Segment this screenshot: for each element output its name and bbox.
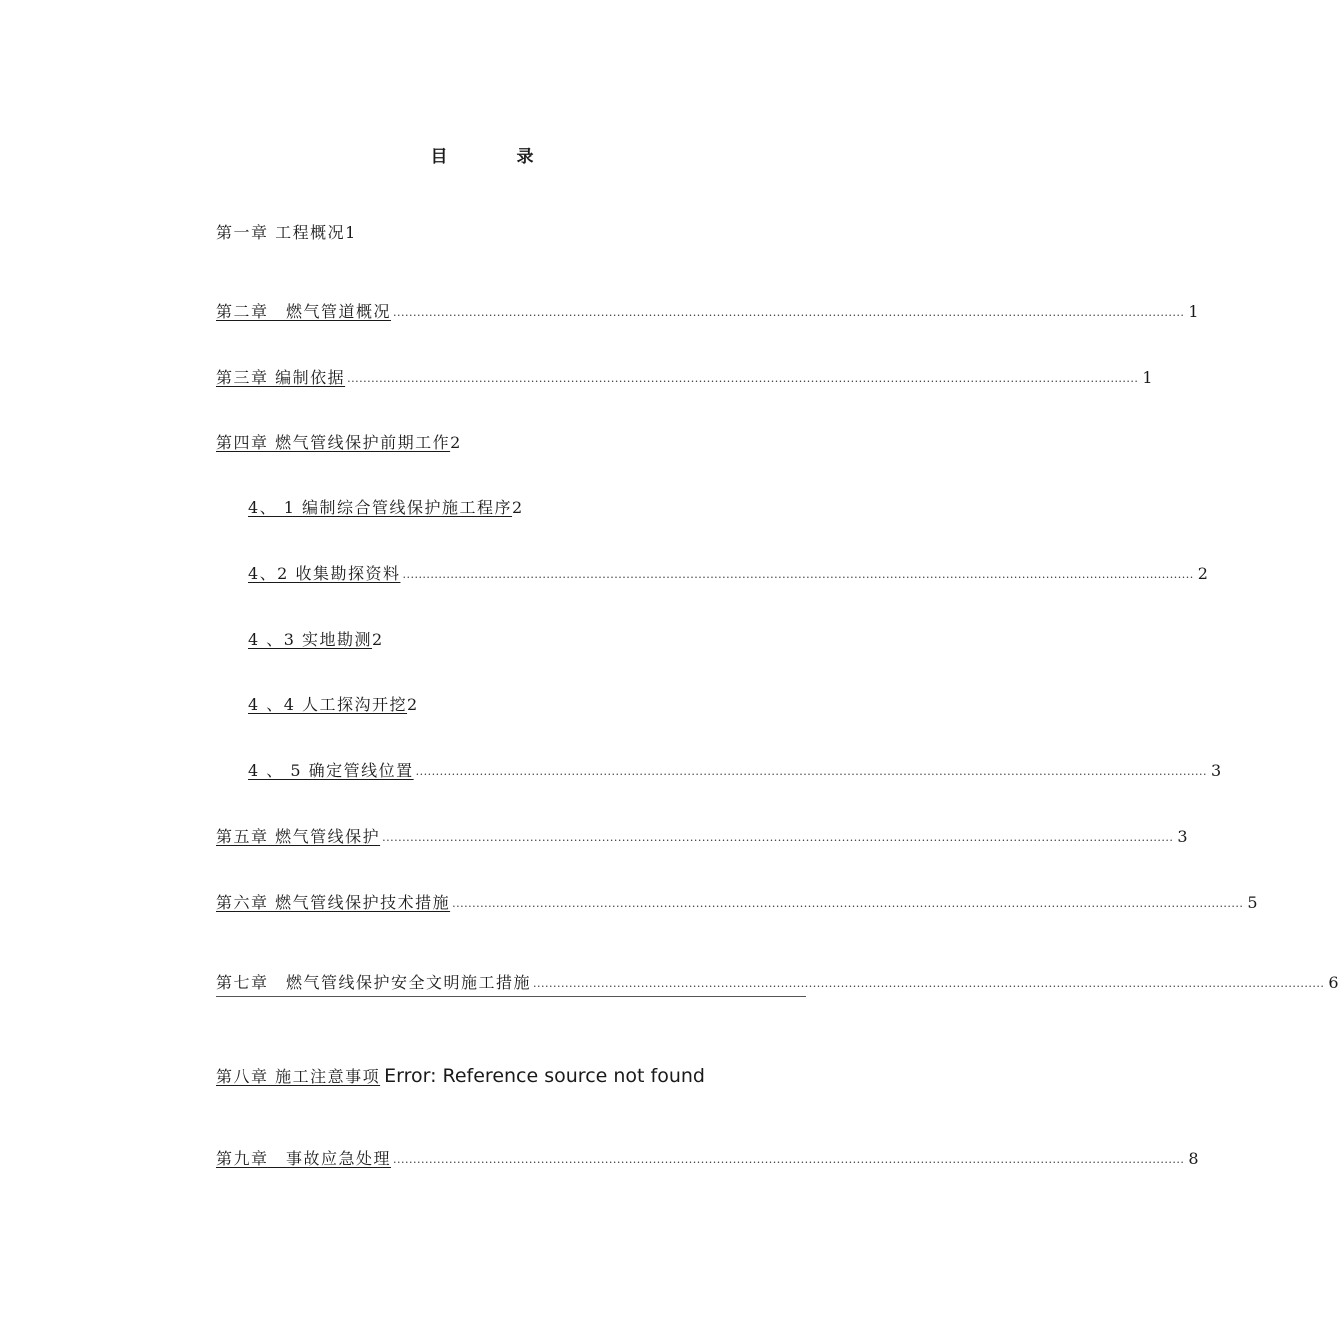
- toc-entry-chapter-9[interactable]: [216, 1148, 1199, 1172]
- toc-entry-chapter-5[interactable]: [216, 826, 1188, 850]
- toc-entry-section-4-5[interactable]: [248, 760, 1222, 784]
- toc-entry-text: 4、 1 编制综合管线保护施工程序: [248, 498, 513, 517]
- toc-entry-section-4-4[interactable]: [248, 694, 417, 716]
- toc-page-number: 5: [1247, 893, 1258, 912]
- toc-leader-dots: ......................................................................................................................................................................................................: [393, 1153, 1185, 1166]
- toc-entry-section-4-1[interactable]: [248, 497, 522, 519]
- toc-leader-dots: ......................................................................................................................................................................................................: [393, 306, 1185, 319]
- toc-leader-dots: ......................................................................................................................................................................................................: [452, 897, 1244, 910]
- toc-page-number: 3: [1210, 761, 1222, 780]
- toc-page-number: 2: [407, 695, 418, 714]
- toc-page-number: 8: [1188, 1149, 1199, 1168]
- toc-page-number: 3: [1177, 827, 1188, 846]
- toc-entry-chapter-4[interactable]: [216, 432, 460, 454]
- toc-entry-chapter-1[interactable]: [216, 222, 355, 244]
- toc-leader-dots: ......................................................................................................................................................................................................: [382, 831, 1174, 844]
- toc-entry-text: 第九章 事故应急处理: [216, 1149, 392, 1168]
- toc-page-number: 2: [372, 630, 383, 649]
- toc-leader-dots: ......................................................................................................................................................................................................: [402, 568, 1194, 581]
- toc-entry-text: 第一章 工程概况: [216, 223, 346, 242]
- toc-leader-dots: ......................................................................................................................................................................................................: [533, 977, 1325, 990]
- toc-entry-section-4-3[interactable]: [248, 629, 382, 651]
- toc-page-number: 1: [1142, 368, 1153, 387]
- toc-page-number: 2: [450, 433, 461, 452]
- toc-entry-text: 第六章 燃气管线保护技术措施: [216, 893, 451, 912]
- toc-page-number: 2: [1197, 564, 1208, 583]
- toc-page-number: 6: [1328, 973, 1339, 992]
- toc-page-number: 1: [345, 223, 356, 242]
- toc-title: 目 录: [430, 147, 560, 167]
- toc-entry-section-4-2[interactable]: [248, 563, 1208, 587]
- toc-entry-chapter-7[interactable]: [216, 972, 1339, 997]
- toc-entry-text: 4 、 5 确定管线位置: [248, 761, 414, 780]
- toc-leader-dots: ......................................................................................................................................................................................................: [347, 372, 1139, 385]
- toc-entry-text: 4 、4 人工探沟开挖: [248, 695, 408, 714]
- toc-entry-text: 4 、3 实地勘测: [248, 630, 373, 649]
- toc-leader-dots: ......................................................................................................................................................................................................: [415, 765, 1207, 778]
- toc-entry-chapter-3[interactable]: [216, 367, 1153, 391]
- toc-entry-text: 第五章 燃气管线保护: [216, 827, 381, 846]
- toc-entry-text: 第四章 燃气管线保护前期工作: [216, 433, 451, 452]
- toc-entry-text: 第七章 燃气管线保护安全文明施工措施: [216, 973, 532, 992]
- toc-entry-text: 第三章 编制依据: [216, 368, 346, 387]
- toc-entry-chapter-6[interactable]: [216, 892, 1258, 916]
- toc-entry-text: 第八章 施工注意事项: [216, 1067, 381, 1086]
- reference-error-text: Error: Reference source not found: [384, 1065, 705, 1087]
- toc-entry-chapter-2[interactable]: [216, 301, 1199, 325]
- toc-entry-chapter-8[interactable]: [216, 1065, 705, 1088]
- toc-entry-text: 第二章 燃气管道概况: [216, 302, 392, 321]
- toc-entry-text: 4、2 收集勘探资料: [248, 564, 401, 583]
- toc-page-number: 1: [1188, 302, 1199, 321]
- toc-page-number: 2: [512, 498, 523, 517]
